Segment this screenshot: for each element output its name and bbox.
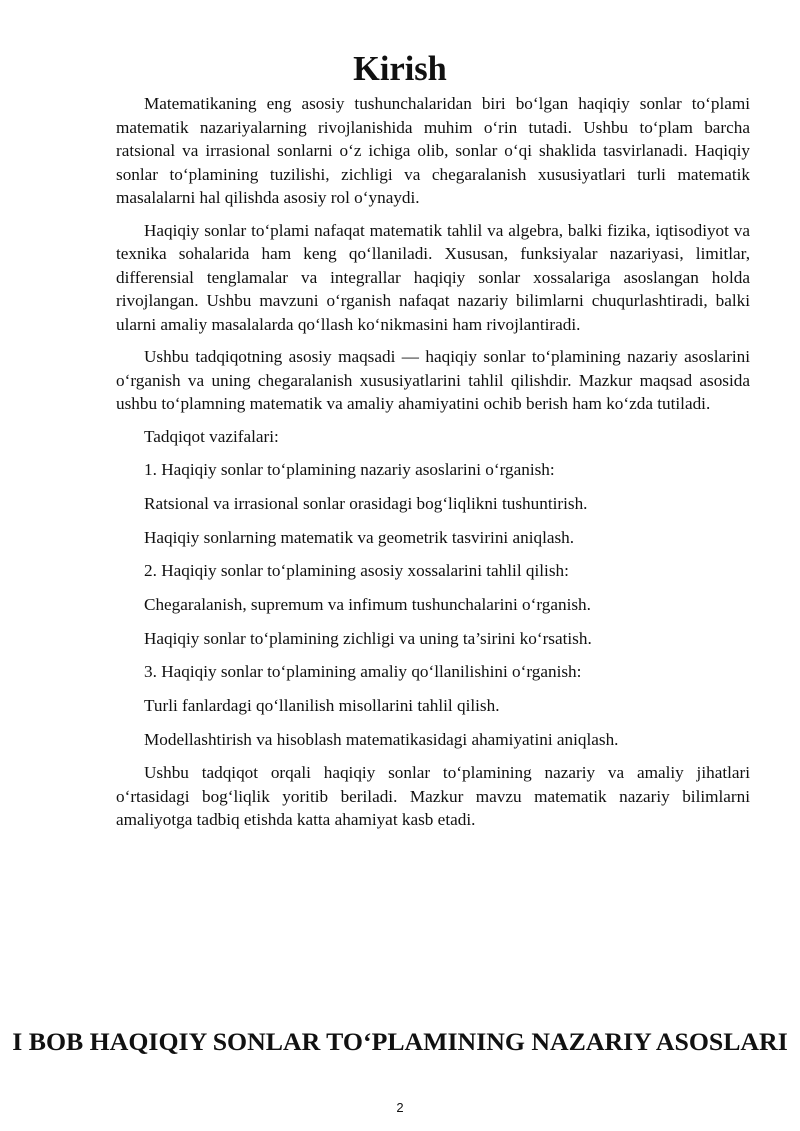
task-list-heading: Tadqiqot vazifalari: (144, 426, 279, 446)
section-title: Kirish (353, 50, 447, 88)
task-item: Modellashtirish va hisoblash matematikasidagi ahamiyatini aniqlash. (144, 729, 619, 749)
paragraph-intro-2: Haqiqiy sonlar to‘plami nafaqat matematik tahlil va algebra, balki fizika, iqtisodiyot va texnika sohalarida ham keng qo‘llaniladi. Xususan, funksiyalar nazariyasi, limitlar, differensial tenglamalar va integrallar haqiqiy sonlar xossalariga asoslangan holda rivojlangan. Ushbu mavzuni o‘rganish nafaqat nazariy bilimlarni chuqurlashtiradi, balki ularni amaliy masalalarda qo‘llash ko‘nikmasini ham rivojlantiradi. (116, 220, 750, 334)
document-body (116, 92, 750, 841)
task-item: Ratsional va irrasional sonlar orasidagi bog‘liqlikni tushuntirish. (144, 493, 588, 513)
paragraph-intro-1: Matematikaning eng asosiy tushunchalaridan biri bo‘lgan haqiqiy sonlar to‘plami matematik nazariyalarning rivojlanishida muhim o‘rin tutadi. Ushbu to‘plam barcha ratsional va irrasional sonlarni o‘z ichiga olib, sonlar o‘qi shaklida tasvirlanadi. Haqiqiy sonlar to‘plamining tuzilishi, zichligi va chegaralanish xususiyatlari turli matematik masalalarni hal qilishda asosiy rol o‘ynaydi. (116, 94, 750, 207)
task-item: Haqiqiy sonlar to‘plamining zichligi va uning ta’sirini ko‘rsatish. (144, 628, 592, 648)
task-item: 2. Haqiqiy sonlar to‘plamining asosiy xossalarini tahlil qilish: (144, 561, 569, 581)
page-number: 2 (396, 1100, 404, 1115)
chapter-heading: I BOB HAQIQIY SONLAR TO‘PLAMINING NAZARIY ASOSLARI (12, 1027, 788, 1056)
task-list (116, 425, 750, 752)
task-item: 3. Haqiqiy sonlar to‘plamining amaliy qo‘llanilishini o‘rganish: (144, 662, 582, 682)
task-item: Chegaralanish, supremum va infimum tushunchalarini o‘rganish. (144, 594, 591, 614)
paragraph-intro-3: Ushbu tadqiqotning asosiy maqsadi — haqiqiy sonlar to‘plamining nazariy asoslarini o‘rganish va uning chegaralanish xususiyatlarini tahlil qilishdir. Mazkur maqsad asosida ushbu to‘plamning matematik va amaliy ahamiyatini ochib berish ham ko‘zda tutiladi. (116, 347, 750, 413)
task-item: Turli fanlardagi qo‘llanilish misollarini tahlil qilish. (144, 696, 500, 715)
task-item: Haqiqiy sonlarning matematik va geometrik tasvirini aniqlash. (144, 527, 575, 547)
paragraph-conclusion: Ushbu tadqiqot orqali haqiqiy sonlar to‘plamining nazariy va amaliy jihatlari o‘rtasidagi bog‘liqlik yoritib beriladi. Mazkur mavzu matematik nazariy bilimlarni amaliyotga tadbiq etishda katta ahamiyat kasb etadi. (116, 763, 750, 830)
task-item: 1. Haqiqiy sonlar to‘plamining nazariy asoslarini o‘rganish: (144, 460, 555, 480)
